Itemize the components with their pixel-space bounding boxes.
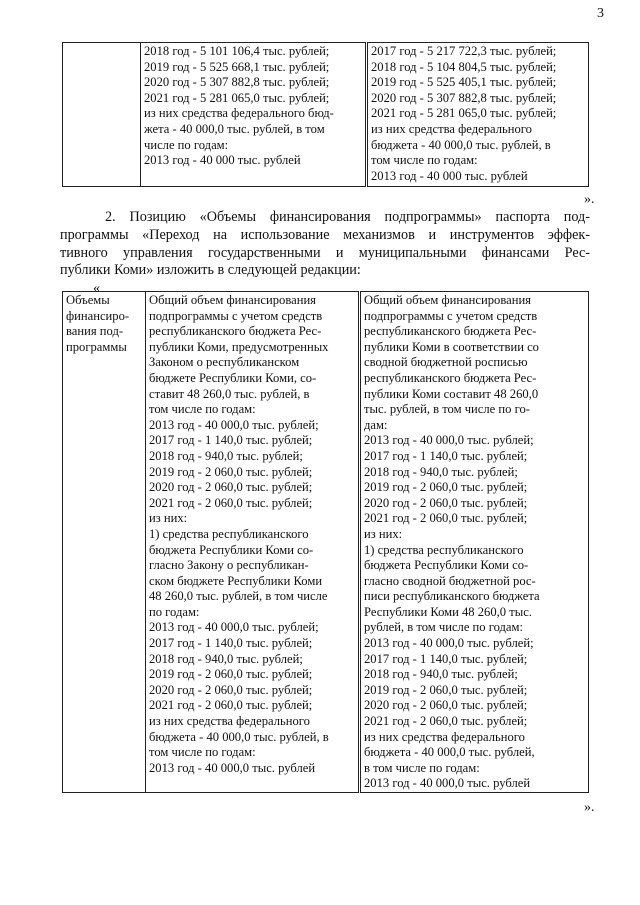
cell-line: писи республиканского бюджета	[364, 589, 540, 604]
cell-line: из них средства федерального бюд-	[144, 106, 334, 121]
cell-line: числе по годам:	[144, 137, 229, 152]
top-table-row	[63, 43, 589, 187]
cell-line: вания под-	[66, 324, 124, 339]
cell-line: бюджета - 40 000,0 тыс. рублей, в	[149, 729, 329, 744]
cell-line: 2020 год - 2 060,0 тыс. рублей;	[364, 495, 528, 510]
cell-line: из них средства федерального	[364, 729, 525, 744]
cell-line: из них:	[364, 526, 403, 541]
cell-line: Республики Коми 48 260,0 тыс.	[364, 604, 532, 619]
cell-line: республиканского бюджета Рес-	[149, 324, 322, 339]
cell-line: подпрограммы с учетом средств	[364, 308, 538, 323]
open-quote: «	[93, 281, 100, 296]
cell-line: публики Коми, предусмотренных	[149, 339, 329, 354]
cell-line: 2013 год - 40 000,0 тыс. рублей	[364, 776, 531, 791]
cell-line: публики Коми составит 48 260,0	[364, 386, 539, 401]
cell-line: 2019 год - 5 525 668,1 тыс. рублей;	[144, 59, 330, 74]
cell-line: бюджета Республики Коми со-	[364, 558, 529, 573]
close-quote-bottom: ».	[584, 800, 595, 815]
cell-line: 2019 год - 2 060,0 тыс. рублей;	[149, 464, 313, 479]
cell-line: жета - 40 000,0 тыс. рублей, в том	[144, 121, 325, 136]
cell-line: дам:	[364, 417, 388, 432]
cell-line: Общий объем финансирования	[364, 293, 531, 307]
funding-table	[62, 291, 589, 793]
cell-line: 2020 год - 5 307 882,8 тыс. рублей;	[144, 75, 330, 90]
cell-line: 2019 год - 2 060,0 тыс. рублей;	[364, 480, 528, 495]
cell-line: 2021 год - 5 281 065,0 тыс. рублей;	[144, 90, 330, 105]
cell-line: 2013 год - 40 000,0 тыс. рублей;	[149, 417, 319, 432]
cell-line: 2021 год - 2 060,0 тыс. рублей;	[149, 698, 313, 713]
cell-line: 2013 год - 40 000,0 тыс. рублей;	[364, 636, 534, 651]
cell-line: 2017 год - 1 140,0 тыс. рублей;	[149, 636, 313, 651]
cell-line: из них средства федерального	[149, 714, 310, 729]
cell-line: бюджета Республики Коми со-	[149, 542, 314, 557]
cell-line: том числе по годам:	[149, 402, 256, 417]
cell-line: 2017 год - 1 140,0 тыс. рублей;	[149, 433, 313, 448]
cell-line: ставит 48 260,0 тыс. рублей, в	[149, 386, 310, 401]
paragraph-line: тивного управления государственными и муниципальными финансами Рес-	[60, 244, 590, 261]
funding-col-budget-schedule	[360, 292, 589, 793]
cell-line: 2018 год - 940,0 тыс. рублей;	[364, 667, 518, 682]
cell-line: 2019 год - 5 525 405,1 тыс. рублей;	[371, 75, 557, 90]
cell-line: из них средства федерального	[371, 121, 532, 136]
cell-line: 2018 год - 940,0 тыс. рублей;	[149, 651, 303, 666]
cell-line: 2020 год - 2 060,0 тыс. рублей;	[149, 480, 313, 495]
cell-line: ском бюджете Республики Коми	[149, 573, 323, 588]
cell-line: 2013 год - 40 000 тыс. рублей	[144, 153, 301, 168]
close-quote-top: ».	[584, 192, 595, 207]
cell-line: Объемы	[66, 293, 110, 307]
cell-line: гласно Закону о республикан-	[149, 558, 309, 573]
cell-line: 2021 год - 2 060,0 тыс. рублей;	[364, 511, 528, 526]
cell-line: 2017 год - 1 140,0 тыс. рублей;	[364, 651, 528, 666]
cell-line: 2018 год - 5 104 804,5 тыс. рублей;	[371, 59, 557, 74]
cell-line: 2020 год - 2 060,0 тыс. рублей;	[149, 682, 313, 697]
cell-line: 2021 год - 2 060,0 тыс. рублей;	[364, 714, 528, 729]
cell-line: бюджете Республики Коми, со-	[149, 370, 317, 385]
amendment-paragraph	[60, 209, 590, 280]
top-table-col1	[141, 43, 367, 187]
cell-line: 2018 год - 5 101 106,4 тыс. рублей;	[144, 44, 330, 58]
cell-line: 2021 год - 5 281 065,0 тыс. рублей;	[371, 106, 557, 121]
cell-line: 2020 год - 5 307 882,8 тыс. рублей;	[371, 90, 557, 105]
cell-line: тыс. рублей, в том числе по го-	[364, 402, 530, 417]
cell-line: 2017 год - 5 217 722,3 тыс. рублей;	[371, 44, 557, 58]
cell-line: 48 260,0 тыс. рублей, в том числе	[149, 589, 328, 604]
cell-line: публики Коми в соответствии со	[364, 339, 539, 354]
cell-line: 2017 год - 1 140,0 тыс. рублей;	[364, 448, 528, 463]
cell-line: гласно сводной бюджетной рос-	[364, 573, 536, 588]
cell-line: бюджета - 40 000,0 тыс. рублей,	[364, 745, 535, 760]
cell-line: Законом о республиканском	[149, 355, 300, 370]
cell-line: том числе по годам:	[149, 745, 256, 760]
cell-line: из них:	[149, 511, 188, 526]
cell-line: подпрограммы с учетом средств	[149, 308, 323, 323]
funding-col-law	[146, 292, 360, 793]
paragraph-line: 2. Позицию «Объемы финансирования подпрограммы» паспорта под-	[105, 209, 590, 225]
top-table-empty-cell	[63, 43, 141, 187]
cell-line: 2020 год - 2 060,0 тыс. рублей;	[364, 698, 528, 713]
cell-line: республиканского бюджета Рес-	[364, 324, 537, 339]
cell-line: Общий объем финансирования	[149, 293, 316, 307]
cell-line: 2019 год - 2 060,0 тыс. рублей;	[364, 682, 528, 697]
cell-line: 1) средства республиканского	[149, 526, 309, 541]
cell-line: 2013 год - 40 000,0 тыс. рублей	[149, 760, 316, 775]
cell-line: рублей, в том числе по годам:	[364, 620, 523, 635]
funding-table-row	[63, 292, 589, 793]
cell-line: сводной бюджетной росписью	[364, 355, 528, 370]
cell-line: 2019 год - 2 060,0 тыс. рублей;	[149, 667, 313, 682]
top-table	[62, 42, 589, 187]
cell-line: по годам:	[149, 604, 200, 619]
top-table-col2	[367, 43, 589, 187]
cell-line: финансиро-	[66, 308, 130, 323]
cell-line: 2018 год - 940,0 тыс. рублей;	[364, 464, 518, 479]
cell-line: 2013 год - 40 000,0 тыс. рублей;	[364, 433, 534, 448]
cell-line: программы	[66, 339, 127, 354]
funding-label-cell	[63, 292, 146, 793]
cell-line: 1) средства республиканского	[364, 542, 524, 557]
cell-line: 2018 год - 940,0 тыс. рублей;	[149, 448, 303, 463]
paragraph-line: публики Коми» изложить в следующей редакции:	[60, 262, 361, 279]
cell-line: 2013 год - 40 000,0 тыс. рублей;	[149, 620, 319, 635]
cell-line: 2021 год - 2 060,0 тыс. рублей;	[149, 495, 313, 510]
cell-line: республиканского бюджета Рес-	[364, 370, 537, 385]
cell-line: 2013 год - 40 000 тыс. рублей	[371, 168, 528, 183]
page-number: 3	[597, 6, 604, 21]
cell-line: бюджета - 40 000,0 тыс. рублей, в	[371, 137, 551, 152]
cell-line: том числе по годам:	[371, 153, 478, 168]
cell-line: в том числе по годам:	[364, 760, 480, 775]
paragraph-line: программы «Переход на использование механизмов и инструментов эффек-	[60, 226, 590, 243]
